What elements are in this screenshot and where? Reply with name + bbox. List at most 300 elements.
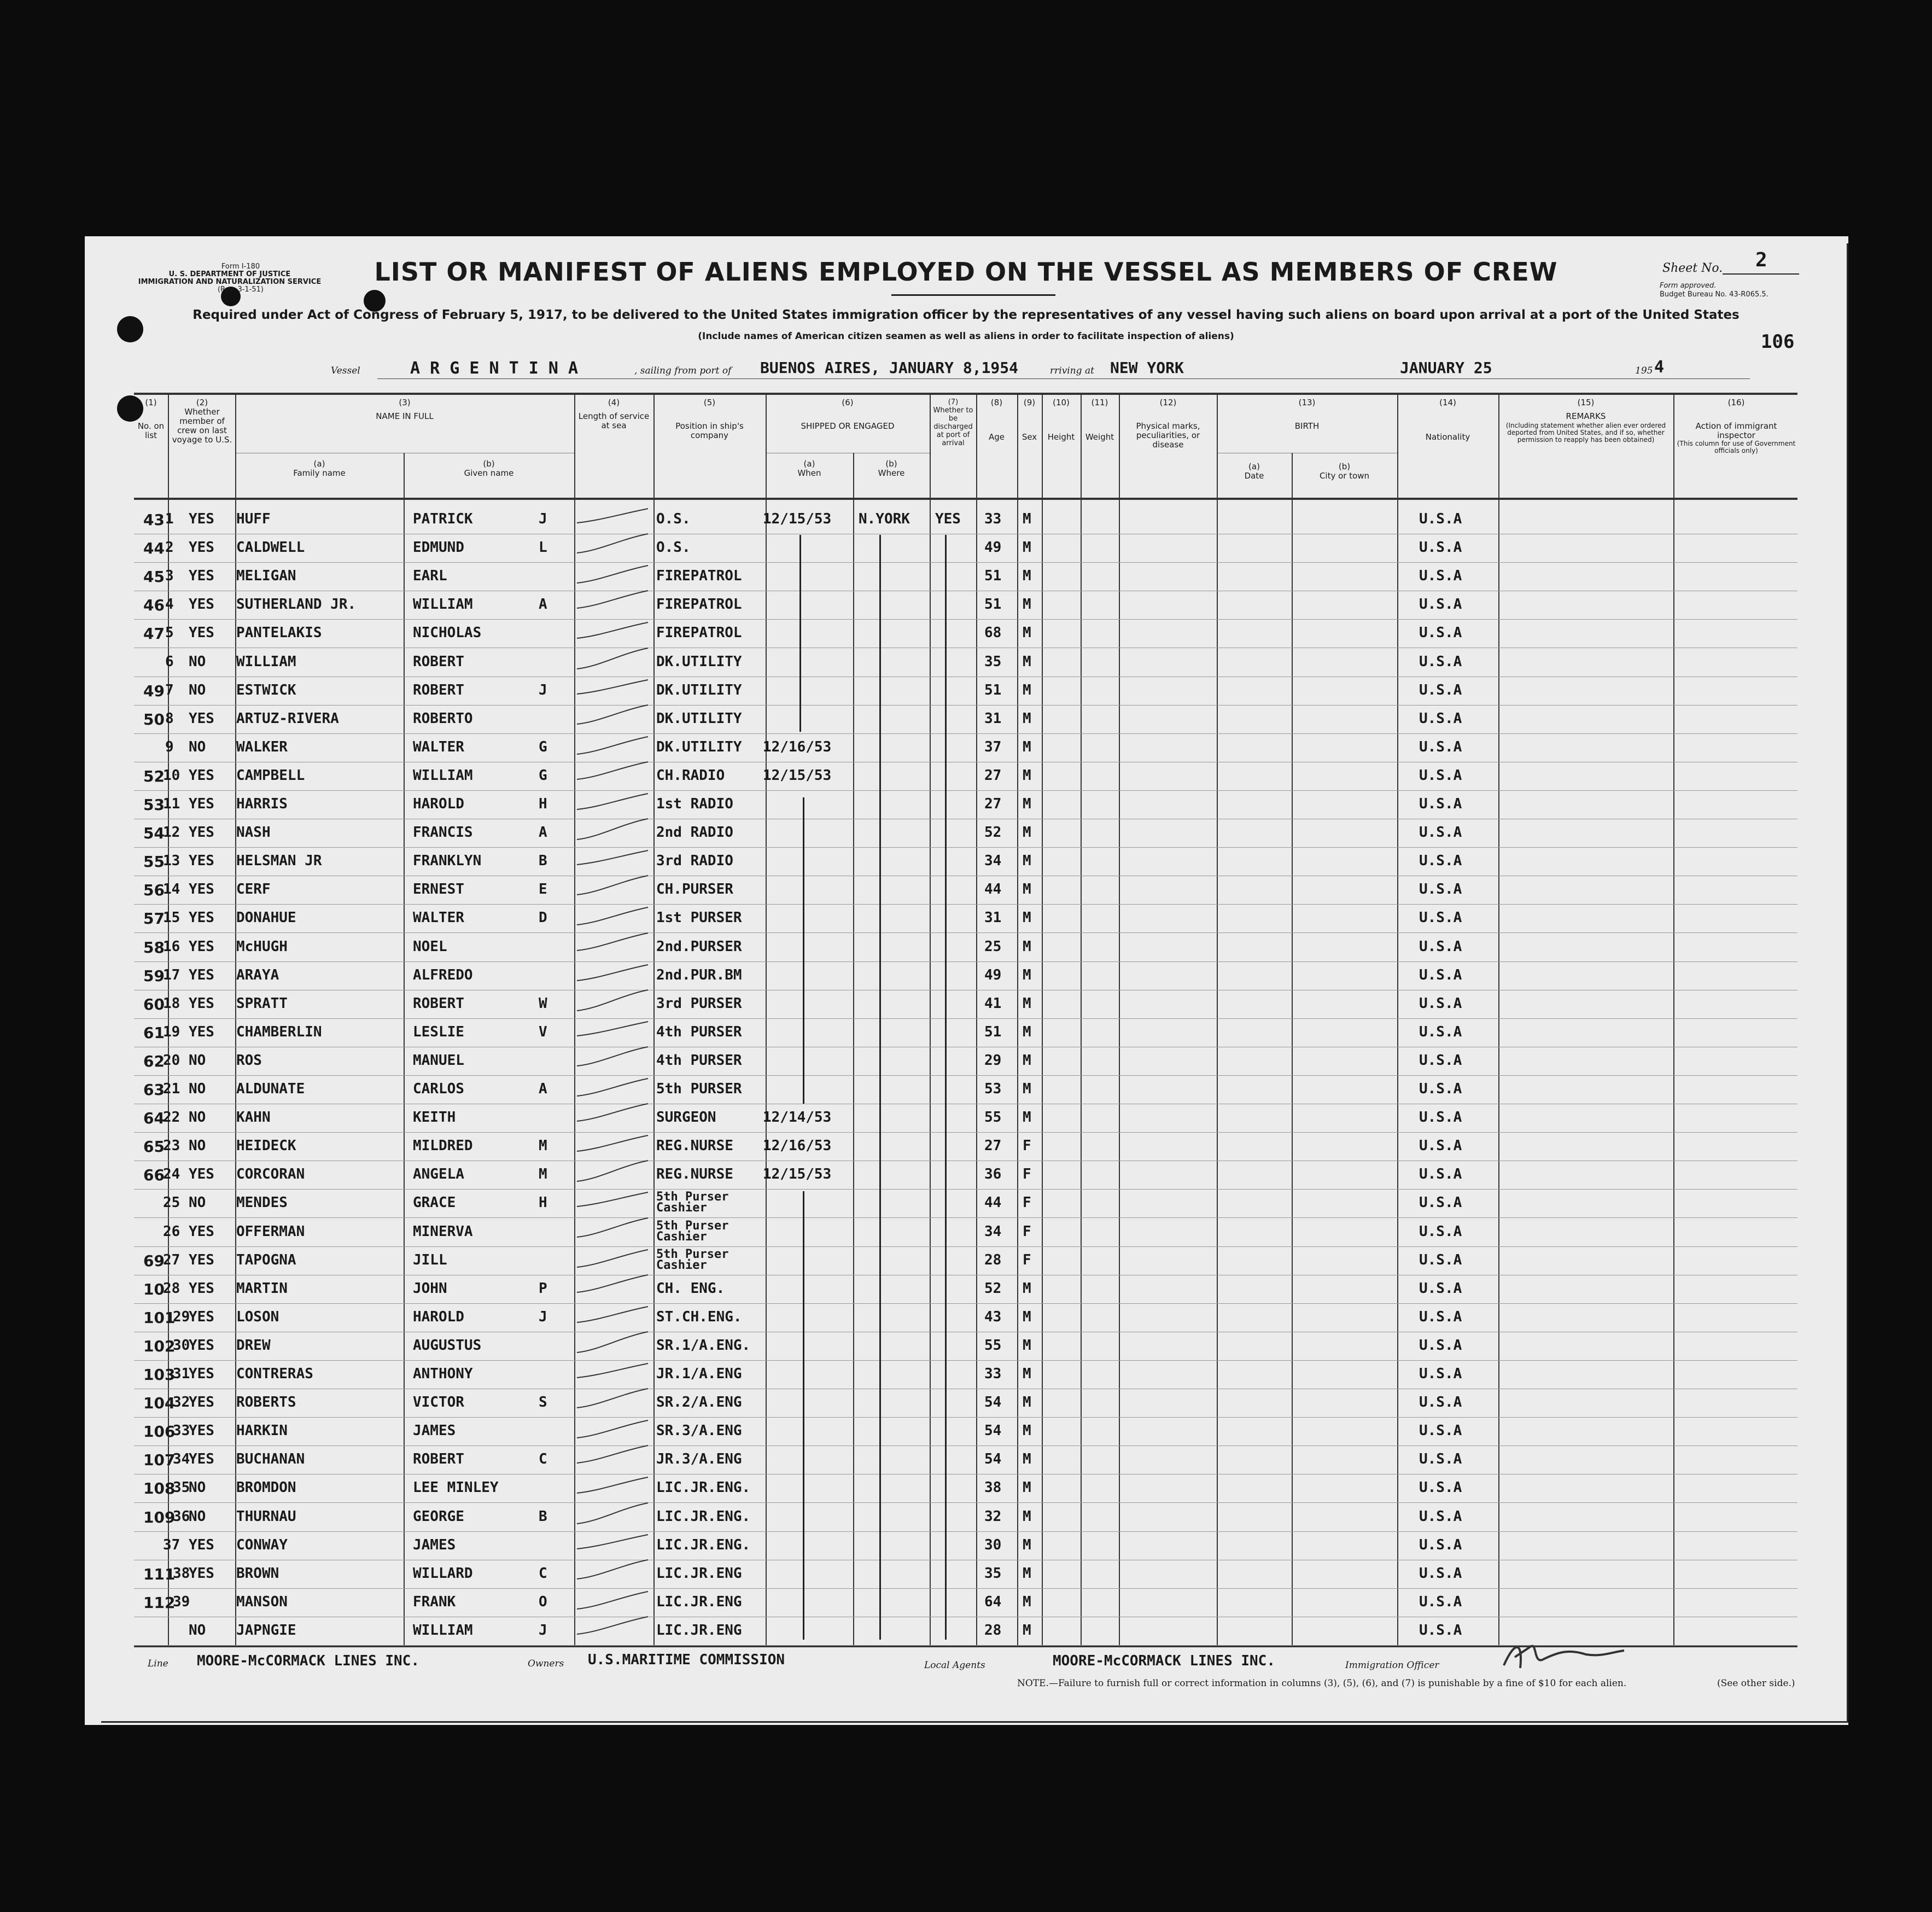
row-rule [134,1502,1797,1503]
col16-header: (16) Action of immigrant inspector (This column for use of Government officials only) [1677,398,1796,454]
service-tick-mark [571,1154,653,1187]
ditto-mark [945,535,947,1640]
sex: M [1023,1280,1031,1297]
hand-serial: 58 [143,938,165,957]
family-name: SPRATT [236,995,288,1012]
nationality: U.S.A [1419,1166,1462,1183]
position: REG.NURSE [656,1138,733,1155]
row-number: 9 [165,738,174,755]
service-tick-mark [571,1012,653,1045]
row-number: 19 [163,1023,180,1040]
row-rule [134,1246,1797,1247]
row-number: 35 [173,1479,190,1496]
hand-serial: 104 [143,1394,176,1413]
given-name: KEITH [413,1109,456,1126]
hand-serial: 61 [143,1023,165,1042]
given-name: ANTHONY [413,1366,473,1382]
position: 5th Purser [656,1219,729,1233]
sex: M [1023,681,1031,698]
dept-line: U. S. DEPARTMENT OF JUSTICE [168,270,291,278]
row-number: 22 [163,1109,180,1126]
age: 55 [984,1109,1002,1126]
service-tick-mark [571,1211,653,1244]
age: 51 [984,681,1002,698]
sex: M [1023,1622,1031,1639]
discharge-flag: YES [935,511,961,527]
row-number: 24 [163,1166,180,1183]
previous-voyage: NO [189,1508,206,1525]
age: 51 [984,596,1002,613]
position: JR.3/A.ENG [656,1451,742,1468]
position: DK.UTILITY [656,738,742,755]
sheet-number: 2 [1755,249,1767,271]
table-row [0,1162,1932,1190]
given-name: JILL [413,1251,447,1268]
sex: M [1023,881,1031,898]
family-name: CHAMBERLIN [236,1023,322,1040]
sex: M [1023,995,1031,1012]
given-name: HAROLD [413,1308,464,1325]
family-name: HEIDECK [236,1138,296,1155]
previous-voyage: NO [189,1138,206,1155]
age: 32 [984,1508,1002,1525]
previous-voyage: YES [189,966,214,983]
service-tick-mark [571,1182,653,1215]
given-name: JAMES [413,1423,456,1439]
hand-serial: 47 [143,625,165,643]
hand-serial: 106 [143,1423,176,1441]
sex: M [1023,511,1031,527]
row-rule [134,1531,1797,1532]
hand-serial: 50 [143,710,165,728]
shipped-when: 12/15/53 [763,767,832,784]
see-other-side: (See other side.) [1717,1678,1795,1689]
ditto-mark [799,535,801,732]
position: DK.UTILITY [656,681,742,698]
col12-header: (12) Physical marks, peculiarities, or disease [1136,398,1200,450]
position: 2nd RADIO [656,824,733,841]
middle-initial: B [539,1508,547,1525]
age: 44 [984,1194,1002,1211]
table-row [0,649,1932,678]
family-name: MELIGAN [236,568,296,585]
age: 52 [984,824,1002,841]
form-approved: Form approved. [1660,282,1717,290]
previous-voyage: YES [189,796,214,812]
sex: M [1023,710,1031,727]
given-name: ALFREDO [413,966,473,983]
owners-value: U.S.MARITIME COMMISSION [588,1652,785,1668]
previous-voyage: YES [189,596,214,613]
service-tick-mark [571,613,653,645]
position: 3rd RADIO [656,853,733,870]
row-number: 20 [163,1052,180,1069]
middle-initial: O [539,1593,547,1610]
previous-voyage: YES [189,1536,214,1553]
sex: M [1023,1109,1031,1126]
age: 36 [984,1166,1002,1183]
family-name: BUCHANAN [236,1451,305,1468]
family-name: BROWN [236,1565,279,1582]
middle-initial: M [539,1166,547,1183]
service-tick-mark [571,1297,653,1330]
row-number: 39 [173,1593,190,1610]
service-tick-mark [571,784,653,817]
family-name: ROS [236,1052,262,1069]
position: SR.1/A.ENG. [656,1337,751,1354]
sex: M [1023,1508,1031,1525]
title-underline [891,294,1055,296]
given-name: ROBERT [413,995,464,1012]
family-name: JAPNGIE [236,1622,296,1639]
nationality: U.S.A [1419,568,1462,585]
shipped-when: 12/15/53 [763,511,832,527]
table-row [0,735,1932,763]
nationality: U.S.A [1419,1565,1462,1582]
previous-voyage: YES [189,853,214,870]
col3-header: (3) NAME IN FULL [376,398,434,421]
position: REG.NURSE [656,1166,733,1183]
given-name: LEE MINLEY [413,1479,499,1496]
hand-serial: 108 [143,1479,176,1498]
table-row [0,991,1932,1019]
hand-serial: 107 [143,1451,176,1470]
family-name: WILLIAM [236,653,296,670]
previous-voyage: NO [189,1109,206,1126]
row-rule [134,705,1797,706]
given-name: AUGUSTUS [413,1337,482,1354]
sheet-label: Sheet No. [1662,261,1723,275]
previous-voyage: YES [189,1337,214,1354]
nationality: U.S.A [1419,1052,1462,1069]
hand-serial: 101 [143,1308,176,1327]
given-name: MILDRED [413,1138,473,1155]
previous-voyage: YES [189,1023,214,1040]
row-rule [134,1075,1797,1076]
col11-header: (11) Weight [1085,398,1114,442]
nationality: U.S.A [1419,1280,1462,1297]
table-row [0,1048,1932,1076]
position: JR.1/A.ENG [656,1366,742,1382]
previous-voyage: YES [189,824,214,841]
given-name: ROBERT [413,1451,464,1468]
previous-voyage: NO [189,681,206,698]
ditto-mark [803,1191,804,1640]
age: 28 [984,1251,1002,1268]
position: FIREPATROL [656,596,742,613]
from-port: BUENOS AIRES, JANUARY 8,1954 [760,359,1019,377]
age: 49 [984,966,1002,983]
family-name: ALDUNATE [236,1081,305,1097]
previous-voyage: YES [189,1565,214,1582]
row-number: 3 [165,568,174,585]
age: 52 [984,1280,1002,1297]
col2-header: (2) Whether member of crew on last voyage to U.S. [172,398,232,445]
given-name: CARLOS [413,1081,464,1097]
age: 51 [984,568,1002,585]
table-row [0,620,1932,649]
row-number: 2 [165,539,174,556]
nationality: U.S.A [1419,1423,1462,1439]
position: LIC.JR.ENG. [656,1508,751,1525]
table-row [0,1276,1932,1304]
line-label: Line [148,1658,168,1669]
middle-initial: V [539,1023,547,1040]
nationality: U.S.A [1419,966,1462,983]
position: 4th PURSER [656,1052,742,1069]
hand-serial: 69 [143,1251,165,1270]
col13a-header: (a) Date [1244,462,1264,481]
service-tick-mark [571,1126,653,1158]
position-line2: Cashier [656,1258,707,1272]
year-suffix: 4 [1654,358,1665,377]
given-name: GRACE [413,1194,456,1211]
table-row [0,905,1932,934]
sex: M [1023,596,1031,613]
row-number: 13 [163,853,180,870]
table-row [0,791,1932,820]
service-tick-mark [571,869,653,902]
table-row [0,1304,1932,1333]
previous-voyage: YES [189,625,214,642]
sex: F [1023,1223,1031,1240]
row-number: 17 [163,966,180,983]
service-tick-mark [571,841,653,873]
given-name: NOEL [413,938,447,955]
table-top-rule [134,393,1797,395]
row-number: 36 [173,1508,190,1525]
age: 33 [984,511,1002,527]
sailing-label: , sailing from port of [634,365,732,376]
service-tick-mark [571,698,653,731]
hand-serial: 55 [143,853,165,871]
service-tick-mark [571,1325,653,1358]
middle-initial: G [539,738,547,755]
given-name: ROBERT [413,681,464,698]
hand-serial: 46 [143,596,165,615]
row-number: 14 [163,881,180,898]
middle-initial: L [539,539,547,556]
col1-header: (1) No. on list [137,398,165,440]
col3a-header: (a) Family name [293,459,346,478]
middle-initial: J [539,681,547,698]
nationality: U.S.A [1419,1337,1462,1354]
middle-initial: M [539,1138,547,1155]
position: CH. ENG. [656,1280,725,1297]
previous-voyage: YES [189,995,214,1012]
service-tick-mark [571,1553,653,1586]
col13b-header: (b) City or town [1319,462,1370,481]
row-number: 33 [173,1423,190,1439]
previous-voyage: YES [189,910,214,926]
vessel-underline [377,378,1750,379]
table-row [0,1390,1932,1418]
position-line2: Cashier [656,1201,707,1215]
table-row [0,563,1932,592]
table-row [0,820,1932,848]
col3b-header: (b) Given name [464,459,514,478]
officer-label: Immigration Officer [1345,1660,1439,1671]
sex: M [1023,910,1031,926]
family-name: SUTHERLAND JR. [236,596,357,613]
nationality: U.S.A [1419,1109,1462,1126]
hand-serial: 45 [143,568,165,586]
table-row [0,1333,1932,1361]
table-row [0,592,1932,620]
table-row [0,1361,1932,1390]
age: 34 [984,1223,1002,1240]
age: 41 [984,995,1002,1012]
col13-header: (13) BIRTH [1294,398,1320,431]
age: 53 [984,1081,1002,1097]
sex: M [1023,1593,1031,1610]
sex: M [1023,1423,1031,1439]
sex: M [1023,1052,1031,1069]
given-name: ROBERT [413,653,464,670]
given-name: ERNEST [413,881,464,898]
age: 27 [984,796,1002,812]
service-tick-mark [571,755,653,788]
given-name: JAMES [413,1536,456,1553]
family-name: CAMPBELL [236,767,305,784]
table-row [0,1105,1932,1133]
family-name: HELSMAN JR [236,853,322,870]
family-name: DONAHUE [236,910,296,926]
nationality: U.S.A [1419,1593,1462,1610]
shipped-when: 12/14/53 [763,1109,832,1126]
given-name: FRANCIS [413,824,473,841]
previous-voyage: NO [189,1052,206,1069]
given-name: WILLIAM [413,596,473,613]
previous-voyage: YES [189,1423,214,1439]
previous-voyage: YES [189,1394,214,1411]
service-tick-mark [571,983,653,1016]
row-number: 26 [163,1223,180,1240]
service-tick-mark [571,1069,653,1101]
nationality: U.S.A [1419,1308,1462,1325]
family-name: CONTRERAS [236,1366,313,1382]
previous-voyage: NO [189,1622,206,1639]
service-tick-mark [571,1525,653,1558]
middle-initial: G [539,767,547,784]
table-row [0,1589,1932,1618]
row-rule [134,1018,1797,1019]
col4-header: (4) Length of service at sea [578,398,650,430]
nationality: U.S.A [1419,511,1462,527]
hand-serial: 103 [143,1366,176,1384]
sex: M [1023,1565,1031,1582]
stamp-number: 106 [1761,331,1795,353]
age: 27 [984,767,1002,784]
previous-voyage: NO [189,1194,206,1211]
middle-initial: D [539,910,547,926]
service-tick-mark [571,1467,653,1500]
age: 31 [984,710,1002,727]
service-tick-mark [571,1097,653,1130]
hand-serial: 53 [143,796,165,814]
position: 1st RADIO [656,796,733,812]
table-row [0,963,1932,991]
budget-bureau: Budget Bureau No. 43-R065.5. [1660,290,1768,299]
service-tick-mark [571,642,653,674]
service-tick-mark [571,1268,653,1301]
row-rule [134,1303,1797,1304]
family-name: ESTWICK [236,681,296,698]
given-name: WILLIAM [413,767,473,784]
shipped-where: N.YORK [859,511,910,527]
age: 55 [984,1337,1002,1354]
to-port: NEW YORK [1110,359,1184,377]
previous-voyage: YES [189,710,214,727]
table-row [0,1219,1932,1248]
hand-serial: 43 [143,511,165,529]
previous-voyage: YES [189,1251,214,1268]
age: 33 [984,1366,1002,1382]
arriving-label: rriving at [1050,365,1094,376]
middle-initial: E [539,881,547,898]
sex: M [1023,1536,1031,1553]
middle-initial: A [539,824,547,841]
family-name: MENDES [236,1194,288,1211]
col15-header: (15) REMARKS (Including statement whether alien ever ordered deported from United States, and if so, whether permission to reapply has been obtained) [1505,398,1666,444]
sex: M [1023,568,1031,585]
family-name: KAHN [236,1109,271,1126]
service-tick-mark [571,727,653,760]
sex: M [1023,853,1031,870]
family-name: OFFERMAN [236,1223,305,1240]
hand-serial: 44 [143,539,165,558]
col6a-header: (a) When [797,459,821,478]
agents-label: Local Agents [924,1660,985,1671]
age: 68 [984,625,1002,642]
given-name: ANGELA [413,1166,464,1183]
row-rule [134,961,1797,962]
sex: M [1023,625,1031,642]
table-row [0,1133,1932,1162]
position: 2nd.PUR.BM [656,966,742,983]
col6-header: (6) SHIPPED OR ENGAGED [801,398,895,431]
row-number: 7 [165,681,174,698]
sex: M [1023,966,1031,983]
nationality: U.S.A [1419,1622,1462,1639]
sex: M [1023,1394,1031,1411]
middle-initial: S [539,1394,547,1411]
shipped-when: 12/16/53 [763,1138,832,1155]
service-tick-mark [571,1496,653,1529]
hand-serial: 63 [143,1081,165,1099]
given-name: WALTER [413,738,464,755]
previous-voyage: YES [189,767,214,784]
service-tick-mark [571,1410,653,1443]
given-name: WILLARD [413,1565,473,1582]
row-number: 25 [163,1194,180,1211]
position: O.S. [656,511,691,527]
note-text: NOTE.—Failure to furnish full or correct information in columns (3), (5), (6), and (7) is punishable by a fine of $10 for each alien. [1017,1678,1627,1689]
service-tick-mark [571,1040,653,1073]
given-name: GEORGE [413,1508,464,1525]
given-name: NICHOLAS [413,625,482,642]
given-name: EARL [413,568,447,585]
family-name: PANTELAKIS [236,625,322,642]
vessel-name: A R G E N T I N A [410,359,579,378]
row-number: 1 [165,511,174,527]
row-rule [134,562,1797,563]
position: 4th PURSER [656,1023,742,1040]
hand-serial: 111 [143,1565,176,1583]
middle-initial: J [539,511,547,527]
table-row [0,678,1932,706]
age: 37 [984,738,1002,755]
